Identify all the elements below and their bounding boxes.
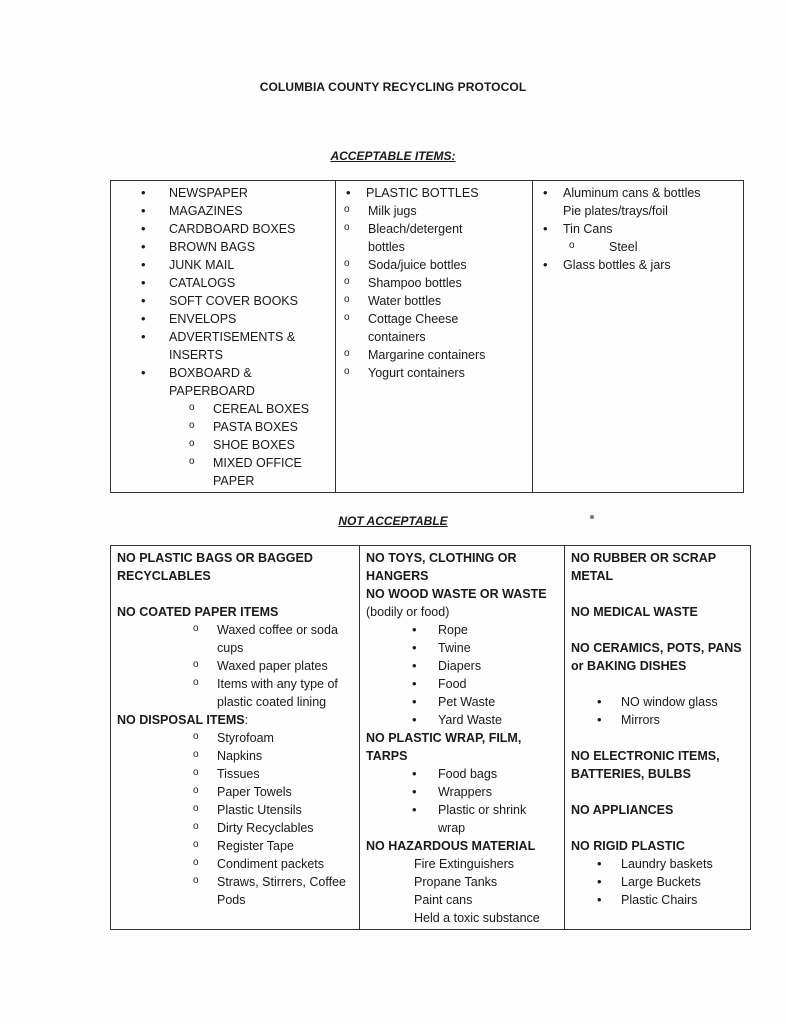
plastic-bags-heading: NO PLASTIC BAGS OR BAGGED RECYCLABLES [117, 551, 313, 583]
page-title: COLUMBIA COUNTY RECYCLING PROTOCOL [259, 80, 527, 94]
paper-list [117, 184, 329, 400]
rubber-heading: NO RUBBER OR SCRAP METAL [571, 551, 716, 583]
plastic-wrap-heading: NO PLASTIC WRAP, FILM, TARPS [366, 731, 522, 763]
list-item: • Wrappers [366, 783, 558, 801]
list-item: • ADVERTISEMENTS & INSERTS [117, 328, 329, 364]
list-item: o MIXED OFFICE PAPER [117, 454, 329, 490]
metal-glass-column [533, 181, 744, 493]
list-item: • Plastic or shrink wrap [366, 801, 558, 837]
wood-waste-subheading: (bodily or food) [366, 605, 450, 619]
list-item: • NEWSPAPER [117, 184, 329, 202]
pie-label: Pie plates/trays/foil [563, 204, 668, 218]
rigid-plastic-list [571, 855, 744, 909]
list-item: • PLASTIC BOTTLES [342, 184, 526, 202]
list-item: o Plastic Utensils [117, 801, 353, 819]
list-item: o Register Tape [117, 837, 353, 855]
list-item: • Diapers [366, 657, 558, 675]
list-item: o Shampoo bottles [342, 274, 526, 292]
acceptable-table [110, 180, 744, 493]
medical-heading: NO MEDICAL WASTE [571, 605, 698, 619]
hazardous-heading: NO HAZARDOUS MATERIAL [366, 839, 536, 853]
list-item: • Plastic Chairs [571, 891, 744, 909]
rigid-plastic-heading: NO RIGID PLASTIC [571, 839, 685, 853]
disposal-colon: : [244, 713, 249, 727]
wood-waste-heading: NO WOOD WASTE OR WASTE [366, 587, 547, 601]
not-acceptable-col2 [360, 546, 565, 930]
list-item: o Styrofoam [117, 729, 353, 747]
list-item: • NO window glass [571, 693, 744, 711]
list-item: o SHOE BOXES [117, 436, 329, 454]
list-item: • BOXBOARD & PAPERBOARD [117, 364, 329, 400]
plastic-list [342, 202, 526, 382]
list-item: o Waxed coffee or soda cups [117, 621, 353, 657]
scan-speck [590, 515, 594, 519]
coated-paper-heading: NO COATED PAPER ITEMS [117, 605, 279, 619]
plastic-wrap-list [366, 765, 558, 837]
list-item: o Cottage Cheese containers [342, 310, 526, 346]
glass-mirror-list [571, 693, 744, 729]
disposal-list [117, 729, 353, 909]
list-item: o Napkins [117, 747, 353, 765]
ceramics-heading: NO CERAMICS, POTS, PANS or BAKING DISHES [571, 641, 742, 673]
not-acceptable-heading: NOT ACCEPTABLE [338, 514, 448, 528]
list-item: • BROWN BAGS [117, 238, 329, 256]
list-item: o Steel [563, 238, 737, 256]
paper-column [111, 181, 336, 493]
list-item: o Margarine containers [342, 346, 526, 364]
list-item: • Food [366, 675, 558, 693]
list-item: o Yogurt containers [342, 364, 526, 382]
list-item: • Laundry baskets [571, 855, 744, 873]
list-item: • Tin Cans [539, 220, 737, 238]
acceptable-heading: ACCEPTABLE ITEMS: [330, 149, 456, 163]
list-item: • CATALOGS [117, 274, 329, 292]
tin-sublist [539, 238, 737, 256]
list-item: o Straws, Stirrers, Coffee Pods [117, 873, 353, 909]
list-item: • Glass bottles & jars [539, 256, 737, 274]
list-item: Paint cans [414, 893, 473, 907]
electronic-heading: NO ELECTRONIC ITEMS, BATTERIES, BULBS [571, 749, 720, 781]
list-item: • Yard Waste [366, 711, 558, 729]
list-item: o PASTA BOXES [117, 418, 329, 436]
list-item: o Milk jugs [342, 202, 526, 220]
list-item: o Condiment packets [117, 855, 353, 873]
list-item: Propane Tanks [414, 875, 498, 889]
hazardous-list [366, 855, 558, 927]
boxboard-sublist [117, 400, 329, 490]
metal-list [539, 184, 737, 238]
not-acceptable-table [110, 545, 751, 930]
glass-list [539, 256, 737, 274]
wood-waste-list [366, 621, 558, 729]
list-item: o Water bottles [342, 292, 526, 310]
list-item: o Soda/juice bottles [342, 256, 526, 274]
list-item: Fire Extinguishers [414, 857, 515, 871]
list-item: • Large Buckets [571, 873, 744, 891]
list-item: • ENVELOPS [117, 310, 329, 328]
list-item: o Items with any type of plastic coated lining [117, 675, 353, 711]
list-item: • MAGAZINES [117, 202, 329, 220]
disposal-heading: NO DISPOSAL ITEMS [117, 713, 245, 727]
not-acceptable-col3 [565, 546, 751, 930]
aluminum-label: Aluminum cans & bottles [563, 186, 701, 200]
coated-list [117, 621, 353, 711]
list-item [539, 184, 737, 220]
plastic-column [336, 181, 533, 493]
list-item: • CARDBOARD BOXES [117, 220, 329, 238]
list-item: o Tissues [117, 765, 353, 783]
list-item: Held a toxic substance [414, 911, 540, 925]
not-acceptable-col1 [111, 546, 360, 930]
plastic-header-list [342, 184, 526, 202]
list-item: • Mirrors [571, 711, 744, 729]
disposal-heading-row [117, 711, 353, 729]
list-item: • Twine [366, 639, 558, 657]
list-item: o Dirty Recyclables [117, 819, 353, 837]
list-item: o Waxed paper plates [117, 657, 353, 675]
list-item: o Bleach/detergent bottles [342, 220, 526, 256]
list-item: • Pet Waste [366, 693, 558, 711]
list-item: o CEREAL BOXES [117, 400, 329, 418]
list-item: • Rope [366, 621, 558, 639]
appliances-heading: NO APPLIANCES [571, 803, 674, 817]
list-item: • JUNK MAIL [117, 256, 329, 274]
list-item: o Paper Towels [117, 783, 353, 801]
list-item: • Food bags [366, 765, 558, 783]
list-item: • SOFT COVER BOOKS [117, 292, 329, 310]
toys-heading: NO TOYS, CLOTHING OR HANGERS [366, 551, 517, 583]
